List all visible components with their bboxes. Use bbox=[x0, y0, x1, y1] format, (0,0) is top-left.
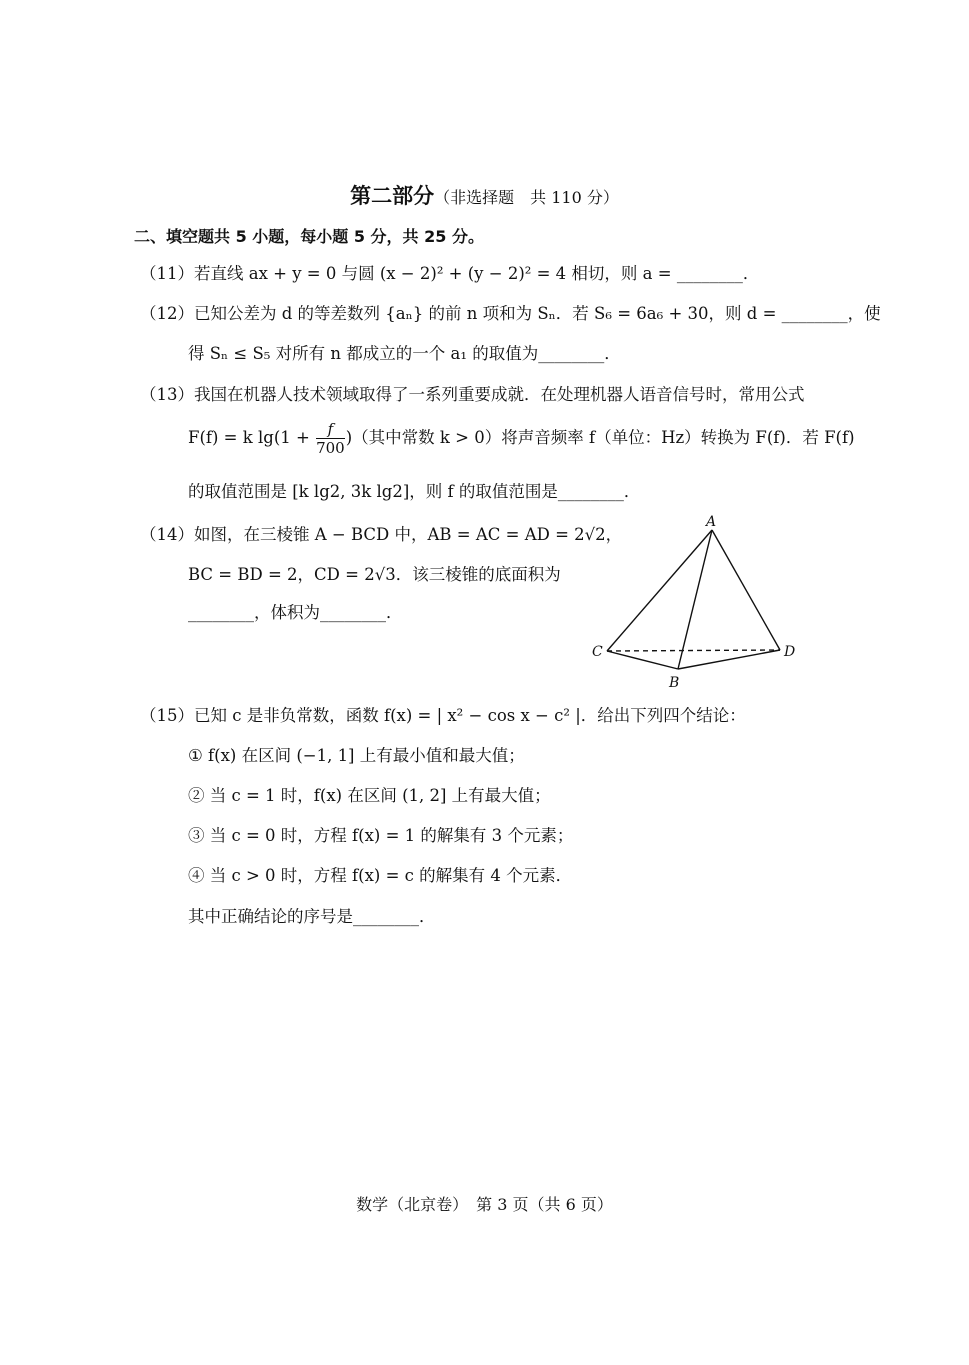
vertex-label-b: B bbox=[669, 675, 680, 691]
edge-cd-hidden bbox=[607, 650, 780, 651]
fraction bbox=[316, 420, 345, 457]
edge-ab bbox=[678, 530, 712, 669]
question-15-line-1: （15）已知 c 是非负常数，函数 f(x) = | x² − cos x − c² |．给出下列四个结论： bbox=[140, 706, 746, 725]
question-15-item-2: ② 当 c = 1 时，f(x) 在区间 (1, 2] 上有最大值； bbox=[188, 786, 551, 805]
question-12-line-2: 得 Sₙ ≤ S₅ 对所有 n 都成立的一个 a₁ 的取值为________． bbox=[188, 344, 621, 363]
question-15-item-3: ③ 当 c = 0 时，方程 f(x) = 1 的解集有 3 个元素； bbox=[188, 826, 574, 845]
question-13-line-1: （13）我国在机器人技术领域取得了一系列重要成就．在处理机器人语音信号时，常用公式 bbox=[140, 385, 805, 404]
question-15-conclusion: 其中正确结论的序号是________． bbox=[188, 907, 436, 926]
question-15-item-4: ④ 当 c > 0 时，方程 f(x) = c 的解集有 4 个元素． bbox=[188, 866, 573, 885]
vertex-label-c: C bbox=[592, 644, 603, 660]
fraction-numerator: f bbox=[316, 420, 345, 439]
question-14-line-1: （14）如图，在三棱锥 A − BCD 中，AB = AC = AD = 2√2， bbox=[140, 525, 623, 544]
vertex-label-a: A bbox=[706, 514, 717, 530]
question-15-item-1: ① f(x) 在区间 (−1, 1] 上有最小值和最大值； bbox=[188, 746, 525, 765]
fraction-denominator: 700 bbox=[316, 439, 345, 457]
formula-left: F(f) = k lg(1 + bbox=[188, 428, 310, 447]
section-heading: 二、填空题共 5 小题，每小题 5 分，共 25 分。 bbox=[134, 227, 484, 246]
part-title-sub: （非选择题 共 110 分） bbox=[434, 188, 619, 207]
question-14-line-2: BC = BD = 2，CD = 2√3．该三棱锥的底面积为 bbox=[188, 565, 561, 584]
vertex-label-d: D bbox=[784, 644, 796, 660]
question-13-formula-line bbox=[188, 420, 855, 457]
edge-ac bbox=[607, 530, 712, 651]
edge-ad bbox=[712, 530, 780, 650]
part-title bbox=[0, 180, 969, 210]
part-title-main: 第二部分 bbox=[350, 184, 435, 208]
question-11: （11）若直线 ax + y = 0 与圆 (x − 2)² + (y − 2)² = 4 相切，则 a = ________． bbox=[140, 264, 760, 283]
question-13-line-3: 的取值范围是 [k lg2, 3k lg2]，则 f 的取值范围是________． bbox=[188, 482, 641, 501]
edge-cb bbox=[607, 651, 678, 669]
formula-right: )（其中常数 k > 0）将声音频率 f（单位：Hz）转换为 F(f)．若 F(f) bbox=[345, 428, 855, 447]
page-footer: 数学（北京卷） 第 3 页（共 6 页） bbox=[356, 1195, 613, 1214]
question-14-line-3: ________，体积为________． bbox=[188, 603, 403, 622]
edge-bd bbox=[678, 650, 780, 669]
question-12-line-1: （12）已知公差为 d 的等差数列 {aₙ} 的前 n 项和为 Sₙ．若 S₆ = 6a₆ + 30，则 d = ________，使 bbox=[140, 304, 881, 323]
pyramid-figure bbox=[585, 512, 805, 692]
